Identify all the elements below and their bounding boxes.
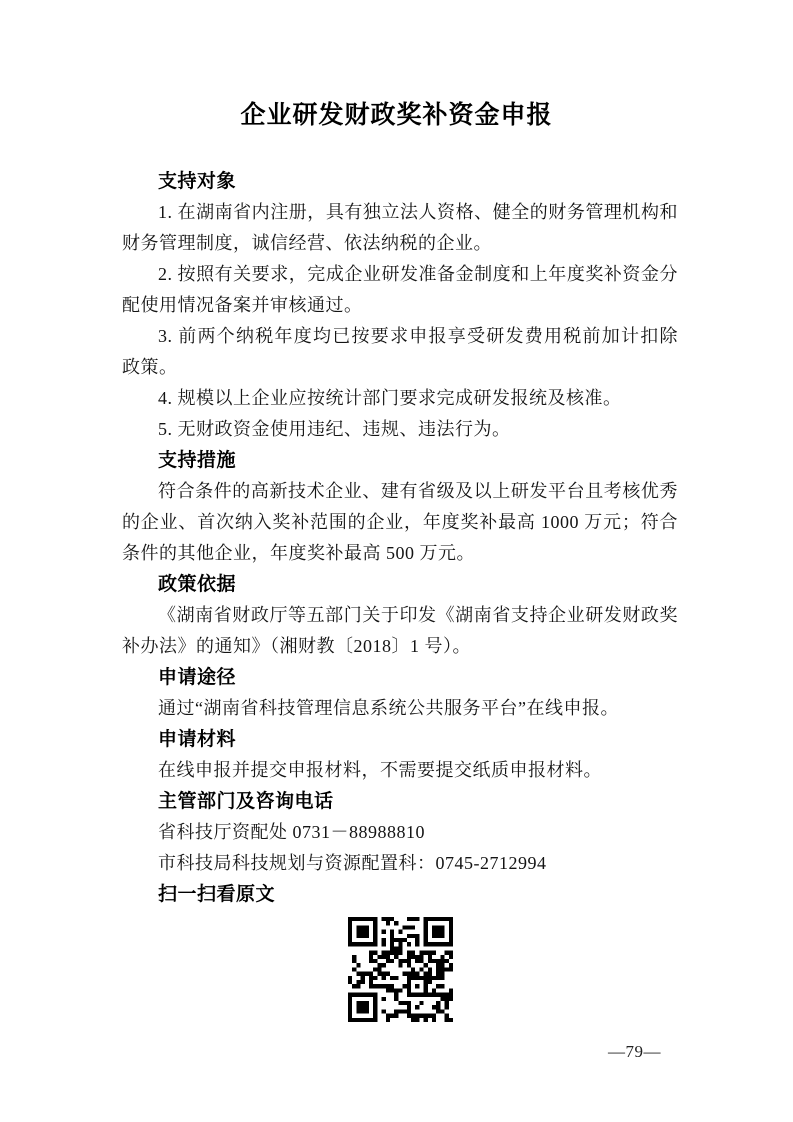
paragraph-line: 3. 前两个纳税年度均已按要求申报享受研发费用税前加计扣除 (158, 326, 678, 346)
document-body (122, 166, 678, 1027)
qr-container (122, 917, 678, 1027)
paragraph-line: 财务管理制度，诚信经营、依法纳税的企业。 (122, 233, 492, 253)
section-heading-department-contacts: 主管部门及咨询电话 (158, 791, 334, 812)
paragraph-line: 补办法》的通知》（湘财教〔2018〕1 号）。 (122, 636, 471, 656)
section-heading-policy-basis: 政策依据 (158, 574, 237, 595)
paragraph-line: 4. 规模以上企业应按统计部门要求完成研发报统及核准。 (158, 388, 622, 408)
contact-line-province: 省科技厅资配处 0731－88988810 (158, 822, 425, 842)
qr-code (348, 917, 453, 1022)
paragraph-line: 2. 按照有关要求，完成企业研发准备金制度和上年度奖补资金分 (158, 264, 678, 284)
paragraph-line: 条件的其他企业，年度奖补最高 500 万元。 (122, 543, 475, 563)
paragraph-line: 政策。 (122, 357, 178, 377)
section-heading-application-channel: 申请途径 (158, 667, 237, 688)
section-heading-support-targets: 支持对象 (158, 171, 237, 192)
paragraph-line: 通过“湖南省科技管理信息系统公共服务平台”在线申报。 (158, 698, 619, 718)
paragraph-line: 配使用情况备案并审核通过。 (122, 295, 363, 315)
paragraph-line: 的企业、首次纳入奖补范围的企业，年度奖补最高 1000 万元；符合 (122, 512, 678, 532)
qr-caption: 扫一扫看原文 (158, 884, 276, 905)
document-title: 企业研发财政奖补资金申报 (240, 102, 553, 129)
section-heading-support-measures: 支持措施 (158, 450, 237, 471)
section-heading-application-materials: 申请材料 (158, 729, 237, 750)
paragraph-line: 符合条件的高新技术企业、建有省级及以上研发平台且考核优秀 (158, 481, 678, 501)
paragraph-line: 在线申报并提交申报材料，不需要提交纸质申报材料。 (158, 760, 602, 780)
paragraph-line: 5. 无财政资金使用违纪、违规、违法行为。 (158, 419, 511, 439)
paragraph-line: 《湖南省财政厅等五部门关于印发《湖南省支持企业研发财政奖 (158, 605, 678, 625)
contact-line-city: 市科技局科技规划与资源配置科：0745-2712994 (158, 853, 547, 873)
page-number: —79— (608, 1042, 661, 1061)
paragraph-line: 1. 在湖南省内注册，具有独立法人资格、健全的财务管理机构和 (158, 202, 678, 222)
